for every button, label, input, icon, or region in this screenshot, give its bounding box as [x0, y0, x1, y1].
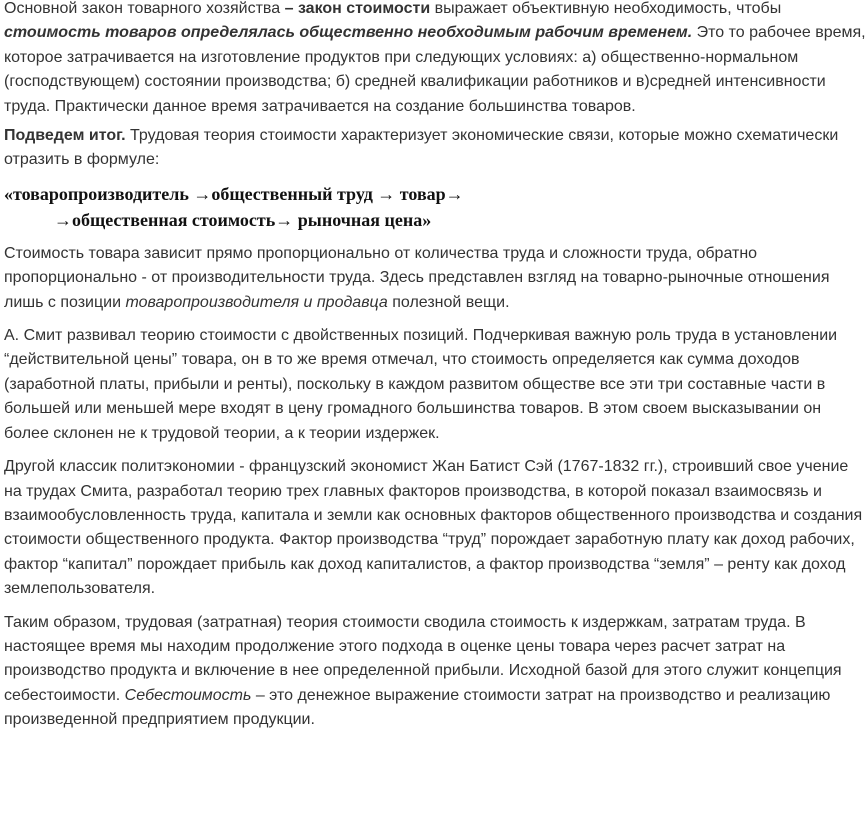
- formula-line-1: «товаропроизводитель →общественный труд → товар→: [4, 183, 464, 204]
- paragraph-adam-smith: [4, 324, 866, 446]
- formula-block: [4, 181, 866, 233]
- bold-lead-summary: Подведем итог.: [4, 127, 126, 145]
- text-segment: Другой классик политэкономии - французский экономист Жан Батист Сэй (1767-1832 гг.), строивший свое учение на трудах Смита, разработал теорию трех главных факторов производства, в которой показал взаимосвязь и взаимообусловленность труда, капитала и земли как основных факторов общественного производства и создания стоимости общественного продукта. Фактор производства “труд” порождает заработную плату как доход рабочих, фактор “капитал” порождает прибыль как доход капиталистов, а фактор производства “земля” – ренту как доход землепользователя.: [4, 458, 863, 598]
- text-segment: – это денежное выражение стоимости затрат на производство и реализацию произведенной предприятием продукции.: [4, 686, 831, 729]
- text-segment: Основной закон товарного хозяйства: [4, 0, 285, 17]
- paragraph-summary: [4, 124, 866, 173]
- text-segment: Трудовая теория стоимости характеризует экономические связи, которые можно схематически отразить в формуле:: [4, 127, 839, 169]
- formula-line-2: →общественная стоимость→ рыночная цена»: [54, 209, 432, 230]
- italic-producer-seller: товаропроизводителя и продавца: [125, 293, 388, 311]
- text-segment: Стоимость товара зависит прямо пропорционально от количества труда и сложности труда, обратно пропорционально - от производительности труда. Здесь представлен взгляд на товарно-рыночные отношения лишь с позиции: [4, 244, 830, 311]
- article-body: [4, 0, 866, 729]
- emphasis-definition: стоимость товаров определялась общественно необходимым рабочим временем.: [4, 24, 693, 42]
- bold-term-law-of-value: – закон стоимости: [284, 0, 431, 17]
- text-segment: выражает объективную необходимость, чтобы: [430, 0, 782, 17]
- text-segment: Это то рабочее время, которое затрачивается на изготовление продуктов при следующих условиях: а) общественно-нормальном (господствующем) состоянии производства; б) средней квалификации работников и в)средней интенсивности труда. Практически данное время затрачивается на создание большинства товаров.: [4, 24, 866, 115]
- paragraph-cost-theory: [4, 611, 866, 733]
- text-segment: полезной вещи.: [387, 293, 510, 311]
- text-segment: Таким образом, трудовая (затратная) теория стоимости сводила стоимость к издержкам, затратам труда. В настоящее время мы находим продолжение этого подхода в оценке цены товара через расчет затрат на производство продукта и включение в нее определенной прибыли. Исходной базой для этого служит концепция себестоимости.: [4, 613, 842, 704]
- italic-term-cost-price: Себестоимость: [124, 686, 252, 704]
- text-segment: А. Смит развивал теорию стоимости с двойственных позиций. Подчеркивая важную роль труда в установлении “действительной цены” товара, он в то же время отмечал, что стоимость определяется как сумма доходов (заработной платы, прибыли и ренты), поскольку в каждом развитом обществе все эти три составные части в большей или меньшей мере входят в цену громадного большинства товаров. В этом своем высказывании он более склонен не к трудовой теории, а к теории издержек.: [4, 327, 838, 442]
- paragraph-value-dependence: [4, 242, 866, 315]
- paragraph-jean-baptiste-say: [4, 455, 866, 601]
- paragraph-law-of-value: [4, 0, 866, 119]
